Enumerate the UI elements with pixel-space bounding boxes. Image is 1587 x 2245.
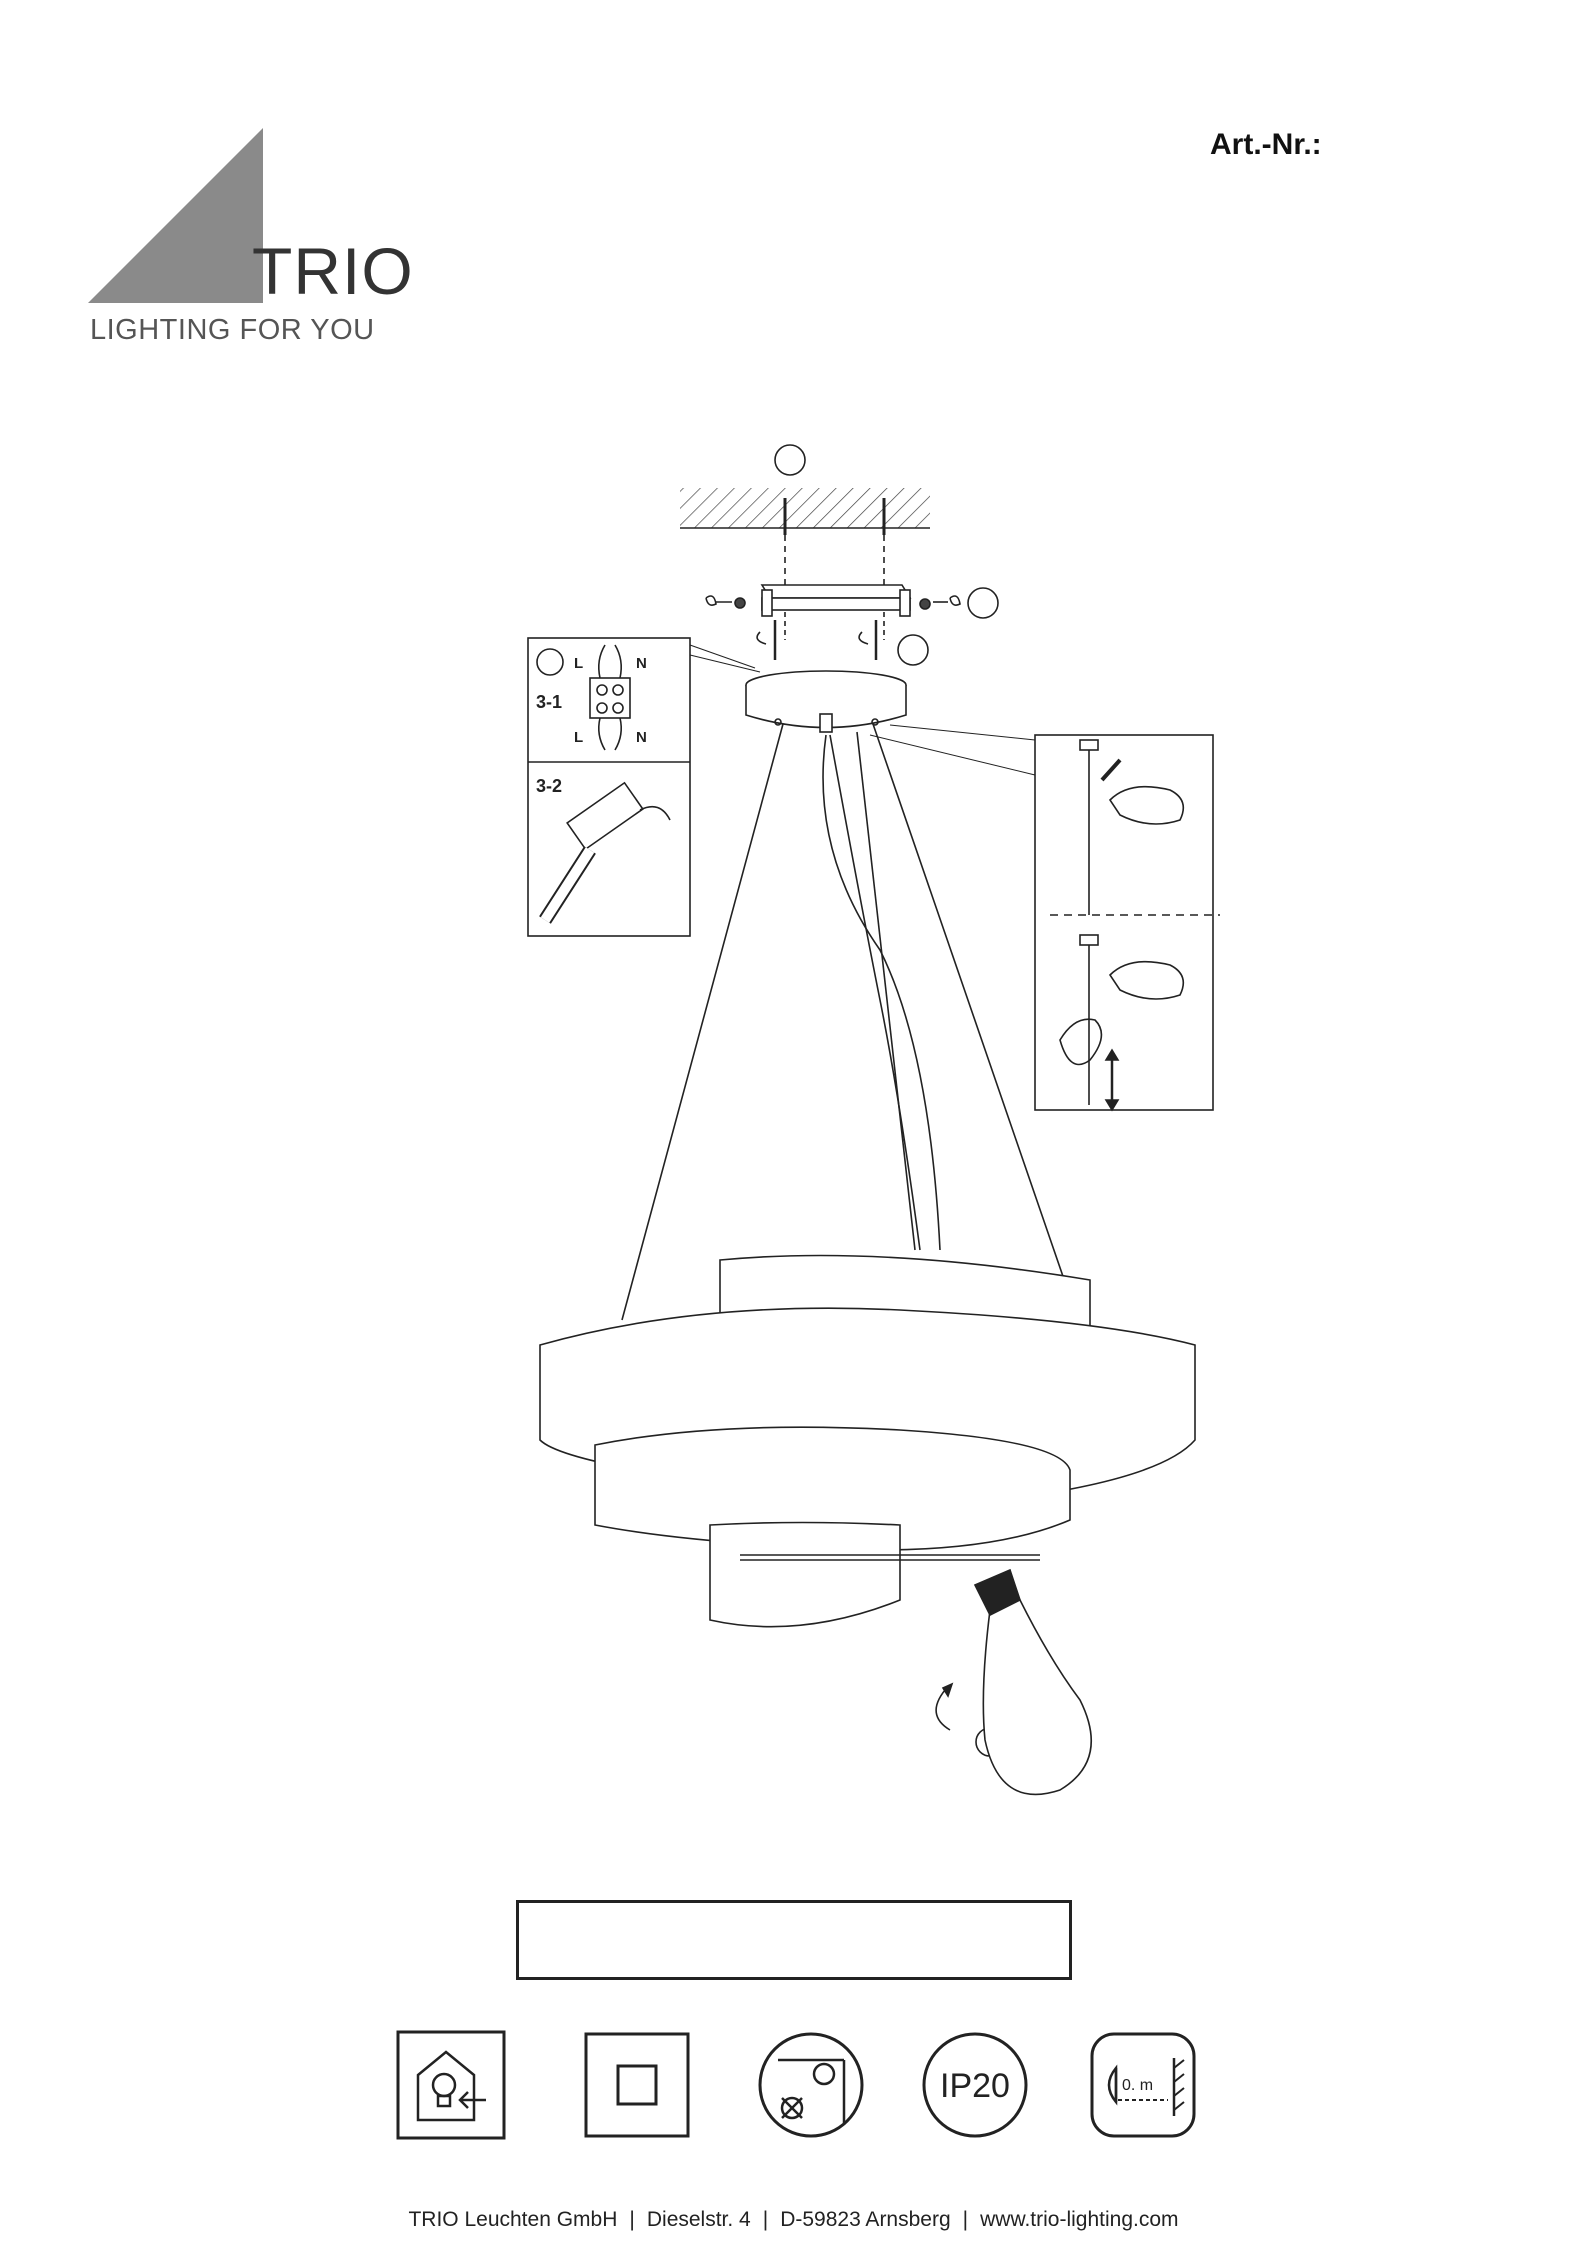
step-3-1-label: 3-1 <box>536 692 563 712</box>
logo-tagline: LIGHTING FOR YOU <box>90 314 375 346</box>
step-2-marker <box>968 588 998 618</box>
product-label-box <box>516 1900 1072 1980</box>
terminal-n-bottom: N <box>636 729 647 746</box>
step-3-marker <box>898 635 928 665</box>
footer-address: TRIO Leuchten GmbH | Dieselstr. 4 | D-59823 Arnsberg | www.trio-lighting.com <box>408 2208 1179 2231</box>
lamp-rings <box>540 1256 1195 1627</box>
minimum-distance-icon <box>1088 2030 1198 2140</box>
article-number-label: Art.-Nr.: <box>1210 128 1322 161</box>
protection-class-ii-icon <box>582 2030 692 2140</box>
footer-street: Dieselstr. 4 <box>646 2208 751 2231</box>
bulb-replaceable-icon <box>396 2030 506 2140</box>
not-for-covered-mounting-icon <box>756 2030 866 2140</box>
mounting-bracket <box>762 585 910 598</box>
terminal-l-top: L <box>574 655 584 672</box>
ip-rating-text: IP20 <box>940 2067 1010 2105</box>
ceiling-hatch <box>680 488 930 528</box>
terminal-n-top: N <box>636 655 647 672</box>
step-3-2-label: 3-2 <box>536 776 563 796</box>
light-bulb <box>983 1597 1091 1795</box>
footer-website[interactable]: www.trio-lighting.com <box>980 2208 1179 2231</box>
footer-company: TRIO Leuchten GmbH <box>408 2208 618 2231</box>
footer-city: D-59823 Arnsberg <box>780 2208 951 2231</box>
ip20-icon <box>920 2030 1030 2140</box>
step-1-marker <box>775 445 805 475</box>
terminal-l-bottom: L <box>574 729 584 746</box>
distance-text: 0. m <box>1122 2077 1154 2094</box>
logo-name: TRIO <box>252 234 414 308</box>
